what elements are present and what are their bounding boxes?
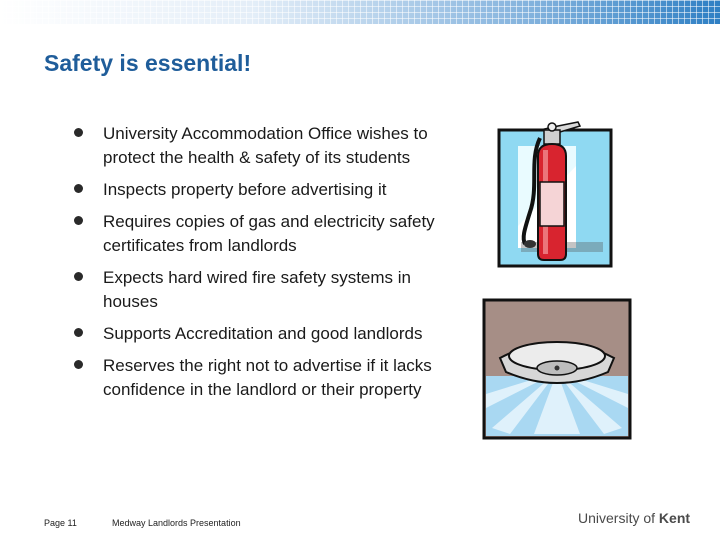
bullet-item [72,178,452,202]
bullet-text: Supports Accreditation and good landlords [103,324,423,343]
logo-prefix: University of [578,510,659,526]
presentation-name: Medway Landlords Presentation [112,518,241,528]
bullet-item [72,266,452,314]
logo-name: Kent [658,510,691,526]
bullet-text: Expects hard wired fire safety systems in houses [103,268,412,311]
university-logo [578,510,690,526]
bullet-dot-icon [72,210,84,234]
fire-extinguisher-clipart [494,116,624,276]
bullet-text: University Accommodation Office wishes to protect the health & safety of its students [103,124,428,167]
bullet-text: Inspects property before advertising it [103,180,387,199]
bullet-dot-icon [72,266,84,290]
bullet-dot-icon [72,122,84,146]
bullet-list [72,122,452,410]
page-number: Page 11 [44,518,77,528]
bullet-dot-icon [72,354,84,378]
bullet-item [72,322,452,346]
bullet-item [72,122,452,170]
header-gradient-bar [0,0,720,24]
bullet-text: Requires copies of gas and electricity safety certificates from landlords [103,212,435,255]
smoke-detector-clipart [482,298,632,440]
bullet-text: Reserves the right not to advertise if it lacks confidence in the landlord or their property [103,356,432,399]
bullet-item [72,210,452,258]
bullet-dot-icon [72,178,84,202]
bullet-item [72,354,452,402]
bullet-dot-icon [72,322,84,346]
slide-title: Safety is essential! [44,50,252,76]
